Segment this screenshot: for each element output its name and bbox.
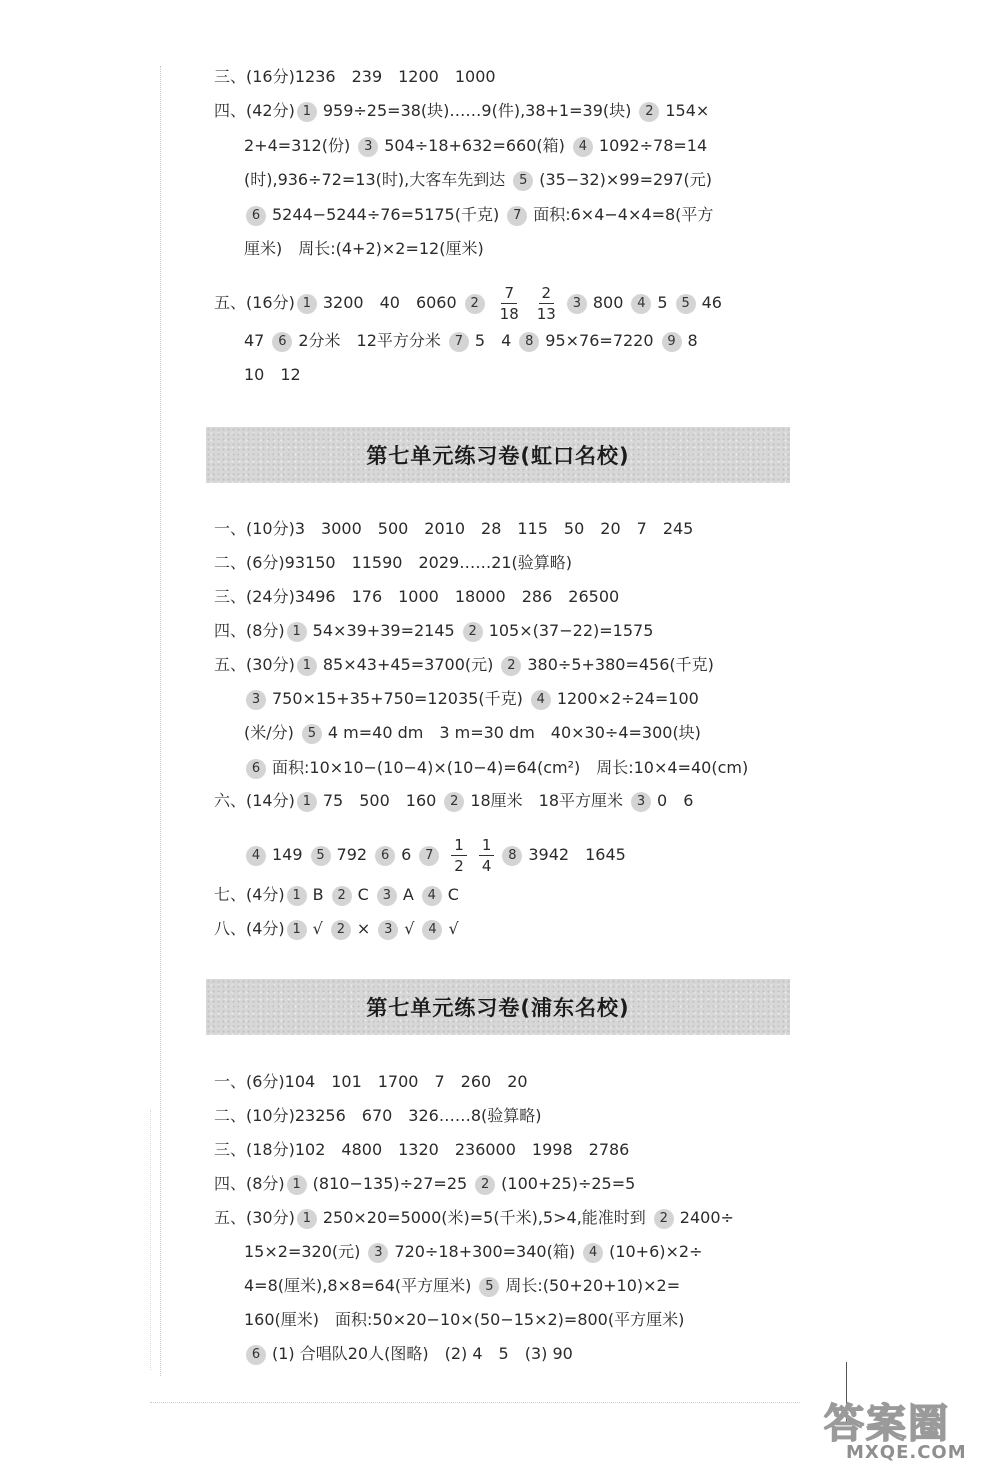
answer-text: 75 500 160 [322,791,437,810]
answer-text: 46 [701,293,722,312]
fraction-denominator: 13 [536,305,556,323]
item-number-badge: 1 [287,622,307,642]
answer-text: 4=8(厘米),8×8=64(平方厘米) [244,1276,472,1295]
item-number-badge: 3 [631,792,651,812]
answer-text: 149 [272,845,303,864]
answer-text: 104 101 1700 7 260 20 [284,1072,528,1091]
item-number-badge: 6 [246,1345,266,1365]
answer-text: 5 4 [474,331,512,350]
fraction [497,283,522,324]
item-number-badge: 1 [297,792,317,812]
item-number-badge: 3 [368,1243,388,1263]
answer-text: 3200 40 6060 [322,293,457,312]
item-number-badge: 6 [246,759,266,779]
item-number-badge: 3 [377,886,397,906]
item-number-badge: 4 [422,886,442,906]
fraction-denominator: 4 [481,857,492,875]
item-number-badge: 5 [311,846,331,866]
item-number-badge: 4 [531,690,551,710]
answer-text: 18厘米 18平方厘米 [470,791,624,810]
answer-text: C [357,885,369,904]
item-number-badge: 2 [465,294,485,314]
section-title: 第七单元练习卷(浦东名校) [366,996,630,1020]
question-label: 四、(8分) [214,621,285,640]
item-number-badge: 7 [507,206,527,226]
question-label: 一、(6分) [214,1072,285,1091]
item-number-badge: 2 [639,102,659,122]
answer-text: 3 3000 500 2010 28 115 50 20 7 245 [294,519,694,538]
answer-text: 504÷18+632=660(箱) [384,136,565,155]
answer-line [244,239,490,259]
answer-text: 95×76=7220 [545,331,654,350]
answer-text: (米/分) [244,723,294,742]
answer-text: (100+25)÷25=5 [501,1174,636,1193]
answer-line [244,723,707,744]
answer-text: C [447,885,459,904]
item-number-badge: 3 [358,137,378,157]
question-label: 四、(42分) [214,101,295,120]
answer-text: 105×(37−22)=1575 [488,621,654,640]
answer-line [244,1276,686,1297]
item-number-badge: 2 [501,656,521,676]
answer-text: 5244−5244÷76=5175(千克) [272,205,500,224]
answer-text: 厘米) 周长:(4+2)×2=12(厘米) [244,239,484,258]
fraction-denominator: 2 [454,857,464,875]
answer-line [214,655,720,676]
answer-text: 102 4800 1320 236000 1998 2786 [294,1140,630,1159]
answer-line [244,1344,579,1365]
item-number-badge: 8 [519,332,539,352]
answer-text: × [356,919,371,938]
answer-line [244,1242,709,1263]
section-banner-hongkou [206,427,790,483]
item-number-badge: 4 [422,920,442,940]
margin-dotted-line [160,66,161,1376]
item-number-badge: 2 [463,622,483,642]
answer-line [244,835,632,876]
answer-line [214,1072,534,1092]
fraction-numerator: 2 [539,283,555,304]
question-label: 五、(30分) [214,1208,295,1227]
answer-text: 2+4=312(份) [244,136,351,155]
fraction [451,835,467,876]
question-label: 二、(6分) [214,553,285,572]
item-number-badge: 7 [419,846,439,866]
item-number-badge: 1 [297,102,317,122]
answer-text: 3496 176 1000 18000 286 26500 [294,587,620,606]
answer-line [244,1310,690,1330]
item-number-badge: 4 [631,294,651,314]
answer-text: 6 [401,845,412,864]
answer-line [214,67,502,87]
item-number-badge: 5 [513,171,533,191]
item-number-badge: 1 [287,920,307,940]
answer-line [214,919,465,940]
question-label: 七、(4分) [214,885,285,904]
answer-text: (1) 合唱队20人(图略) (2) 4 5 (3) 90 [272,1344,573,1363]
answer-text: 23256 670 326……8(验算略) [294,1106,542,1125]
answer-line [214,283,728,324]
answer-text: 85×43+45=3700(元) [322,655,494,674]
watermark-domain: MXQE.COM [846,1442,967,1463]
item-number-badge: 7 [449,332,469,352]
item-number-badge: 6 [272,332,292,352]
answer-text: 2400÷ [679,1208,734,1227]
answer-text: 0 6 [657,791,694,810]
answer-line [214,1106,548,1126]
section-title: 第七单元练习卷(虹口名校) [366,444,630,468]
answer-line [244,758,754,779]
question-label: 二、(10分) [214,1106,295,1125]
item-number-badge: 5 [479,1277,499,1297]
site-watermark [816,1392,992,1464]
item-number-badge: 2 [444,792,464,812]
answer-line [214,553,578,573]
answer-text: (10+6)×2÷ [609,1242,703,1261]
answer-text: 8 [687,331,698,350]
answer-text: (810−135)÷27=25 [312,1174,468,1193]
answer-text: 800 [592,293,624,312]
item-number-badge: 9 [662,332,682,352]
fraction-numerator: 7 [501,283,517,304]
item-number-badge: 6 [246,206,266,226]
answer-line [214,791,699,812]
item-number-badge: 8 [502,846,522,866]
answer-text: √ [312,919,323,938]
item-number-badge: 2 [654,1209,674,1229]
answer-line [214,101,715,122]
answer-line [244,170,718,191]
answer-text: 10 12 [244,365,301,384]
item-number-badge: 2 [475,1175,495,1195]
answer-line [244,365,307,385]
margin-dotted-line-secondary [150,1110,151,1370]
item-number-badge: 1 [297,294,317,314]
answer-text: √ [404,919,415,938]
answer-text: 154× [665,101,710,120]
item-number-badge: 3 [378,920,398,940]
answer-line [214,885,465,906]
item-number-badge: 1 [297,656,317,676]
item-number-badge: 3 [567,294,587,314]
answer-text: 792 [336,845,368,864]
answer-text: 959÷25=38(块)……9(件),38+1=39(块) [322,101,632,120]
answer-text: 3942 1645 [528,845,626,864]
answer-line [244,689,705,710]
item-number-badge: 1 [287,886,307,906]
fraction-numerator: 1 [479,835,495,856]
answer-text: A [402,885,414,904]
item-number-badge: 3 [246,690,266,710]
answer-text: 750×15+35+750=12035(千克) [272,689,523,708]
answer-text: B [312,885,324,904]
fraction [534,283,559,324]
fraction [479,835,495,876]
answer-text: 1236 239 1200 1000 [294,67,496,86]
question-label: 三、(16分) [214,67,295,86]
answer-text: 54×39+39=2145 [312,621,455,640]
question-label: 一、(10分) [214,519,295,538]
item-number-badge: 1 [287,1175,307,1195]
question-label: 三、(24分) [214,587,295,606]
bottom-dotted-rule [150,1402,800,1403]
fraction-numerator: 1 [451,835,467,856]
item-number-badge: 6 [375,846,395,866]
answer-line [244,136,713,157]
answer-text: 4 m=40 dm 3 m=30 dm 40×30÷4=300(块) [327,723,701,742]
fraction-denominator: 18 [499,305,519,323]
item-number-badge: 5 [676,294,696,314]
question-label: 四、(8分) [214,1174,285,1193]
answer-text: 250×20=5000(米)=5(千米),5>4,能准时到 [322,1208,646,1227]
answer-text: 160(厘米) 面积:50×20−10×(50−15×2)=800(平方厘米) [244,1310,685,1329]
answer-text: 380÷5+380=456(千克) [527,655,714,674]
answer-line [214,621,659,642]
answer-line [214,587,625,607]
section-banner-pudong [206,979,790,1035]
answer-text: 1200×2÷24=100 [556,689,699,708]
item-number-badge: 1 [297,1209,317,1229]
answer-text: 47 [244,331,265,350]
answer-text: 720÷18+300=340(箱) [394,1242,576,1261]
answer-text: 1092÷78=14 [598,136,708,155]
answer-text: 面积:10×10−(10−4)×(10−4)=64(cm²) 周长:10×4=40(cm) [272,758,749,777]
answer-line [214,1208,740,1229]
question-label: 三、(18分) [214,1140,295,1159]
answer-text: 5 [657,293,668,312]
answer-text: 面积:6×4−4×4=8(平方 [533,205,714,224]
item-number-badge: 5 [302,724,322,744]
answer-text: 周长:(50+20+10)×2= [505,1276,681,1295]
answer-line [214,1174,641,1195]
answer-text: (时),936÷72=13(时),大客车先到达 [244,170,506,189]
answer-line [214,519,699,539]
item-number-badge: 4 [583,1243,603,1263]
item-number-badge: 4 [246,846,266,866]
question-label: 六、(14分) [214,791,295,810]
answer-text: (35−32)×99=297(元) [539,170,713,189]
question-label: 五、(16分) [214,293,295,312]
answer-text: 15×2=320(元) [244,1242,361,1261]
watermark-logo-text: 答案圈 [824,1401,950,1447]
item-number-badge: 2 [332,886,352,906]
answer-line [214,1140,635,1160]
question-label: 八、(4分) [214,919,285,938]
answer-line [244,205,719,226]
answer-line [244,331,704,352]
answer-text: √ [448,919,459,938]
question-label: 五、(30分) [214,655,295,674]
item-number-badge: 2 [331,920,351,940]
answer-text: 2分米 12平方分米 [298,331,441,350]
item-number-badge: 4 [573,137,593,157]
answer-text: 93150 11590 2029……21(验算略) [284,553,573,572]
